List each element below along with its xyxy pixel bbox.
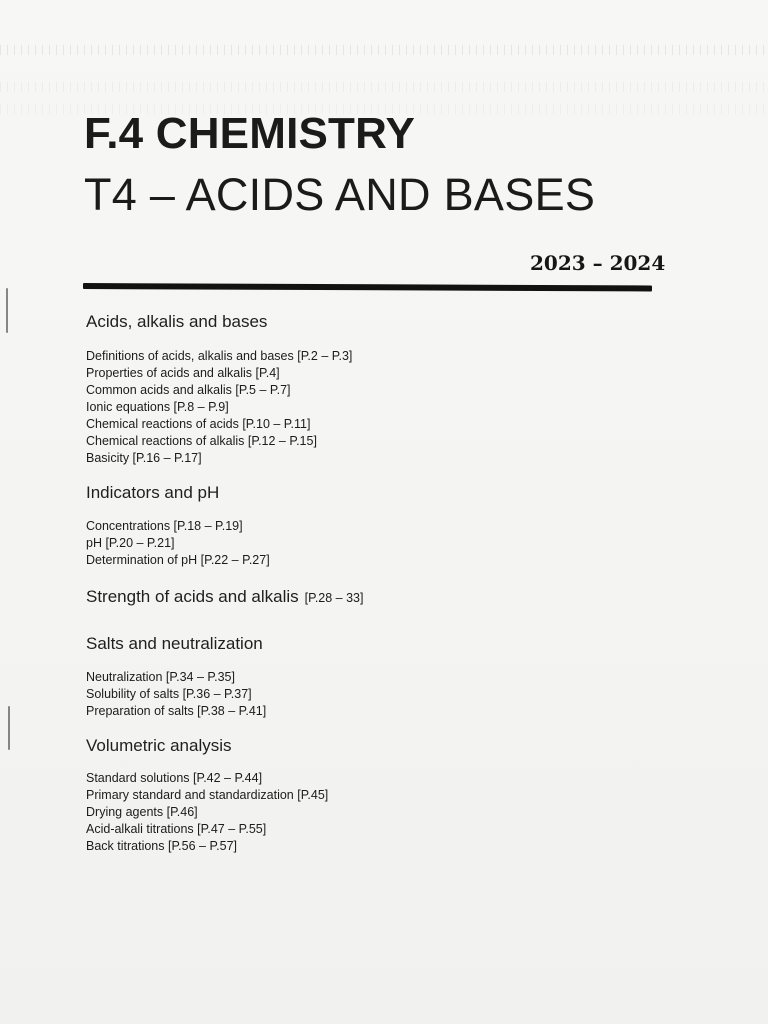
page-range-note: [P.28 – 33] — [304, 590, 364, 605]
list-item: Solubility of salts [P.36 – P.37] — [86, 686, 252, 701]
section-indicators-ph — [86, 483, 706, 568]
list-item: Acid-alkali titrations [P.47 – P.55] — [86, 821, 267, 836]
binding-mark — [6, 288, 8, 333]
list-item: Chemical reactions of alkalis [P.12 – P.15] — [86, 434, 317, 449]
list-item: Properties of acids and alkalis [P.4] — [86, 366, 280, 381]
section-title: Volumetric analysis — [86, 735, 232, 755]
list-item: Preparation of salts [P.38 – P.41] — [86, 703, 267, 718]
list-item: Basicity [P.16 – P.17] — [86, 451, 202, 466]
section-title: Salts and neutralization — [86, 634, 263, 654]
list-item: Neutralization [P.34 – P.35] — [86, 669, 235, 684]
section-list — [86, 348, 706, 467]
list-item: Determination of pH [P.22 – P.27] — [86, 552, 270, 567]
section-list — [86, 518, 706, 569]
list-item: Common acids and alkalis [P.5 – P.7] — [86, 383, 291, 398]
scan-artifact-band — [0, 82, 768, 92]
section-acids-alkalis-bases — [86, 312, 706, 467]
section-salts-neutralization — [86, 634, 706, 719]
list-item: Primary standard and standardization [P.45] — [86, 787, 329, 802]
list-item: Concentrations [P.18 – P.19] — [86, 518, 243, 533]
document-subtitle: T4 – ACIDS AND BASES — [84, 169, 596, 220]
document-title: F.4 CHEMISTRY — [84, 109, 416, 158]
list-item: Back titrations [P.56 – P.57] — [86, 838, 238, 853]
section-heading-row — [86, 587, 706, 607]
list-item: pH [P.20 – P.21] — [86, 535, 175, 550]
section-title: Indicators and pH — [86, 483, 220, 503]
section-title: Strength of acids and alkalis — [86, 586, 299, 606]
scan-artifact-band — [0, 45, 768, 55]
section-strength — [86, 587, 706, 607]
title-divider — [83, 283, 652, 291]
section-title: Acids, alkalis and bases — [86, 312, 268, 331]
list-item: Standard solutions [P.42 – P.44] — [86, 770, 263, 785]
list-item: Drying agents [P.46] — [86, 804, 198, 819]
section-list — [86, 770, 706, 855]
section-volumetric-analysis — [86, 736, 706, 855]
section-list — [86, 669, 706, 720]
list-item: Chemical reactions of acids [P.10 – P.11] — [86, 417, 311, 432]
list-item: Definitions of acids, alkalis and bases [P.2 – P.3] — [86, 349, 353, 364]
academic-year: 2023 – 2024 — [530, 251, 666, 275]
list-item: Ionic equations [P.8 – P.9] — [86, 400, 229, 415]
binding-mark — [8, 706, 10, 750]
table-of-contents — [86, 312, 706, 855]
